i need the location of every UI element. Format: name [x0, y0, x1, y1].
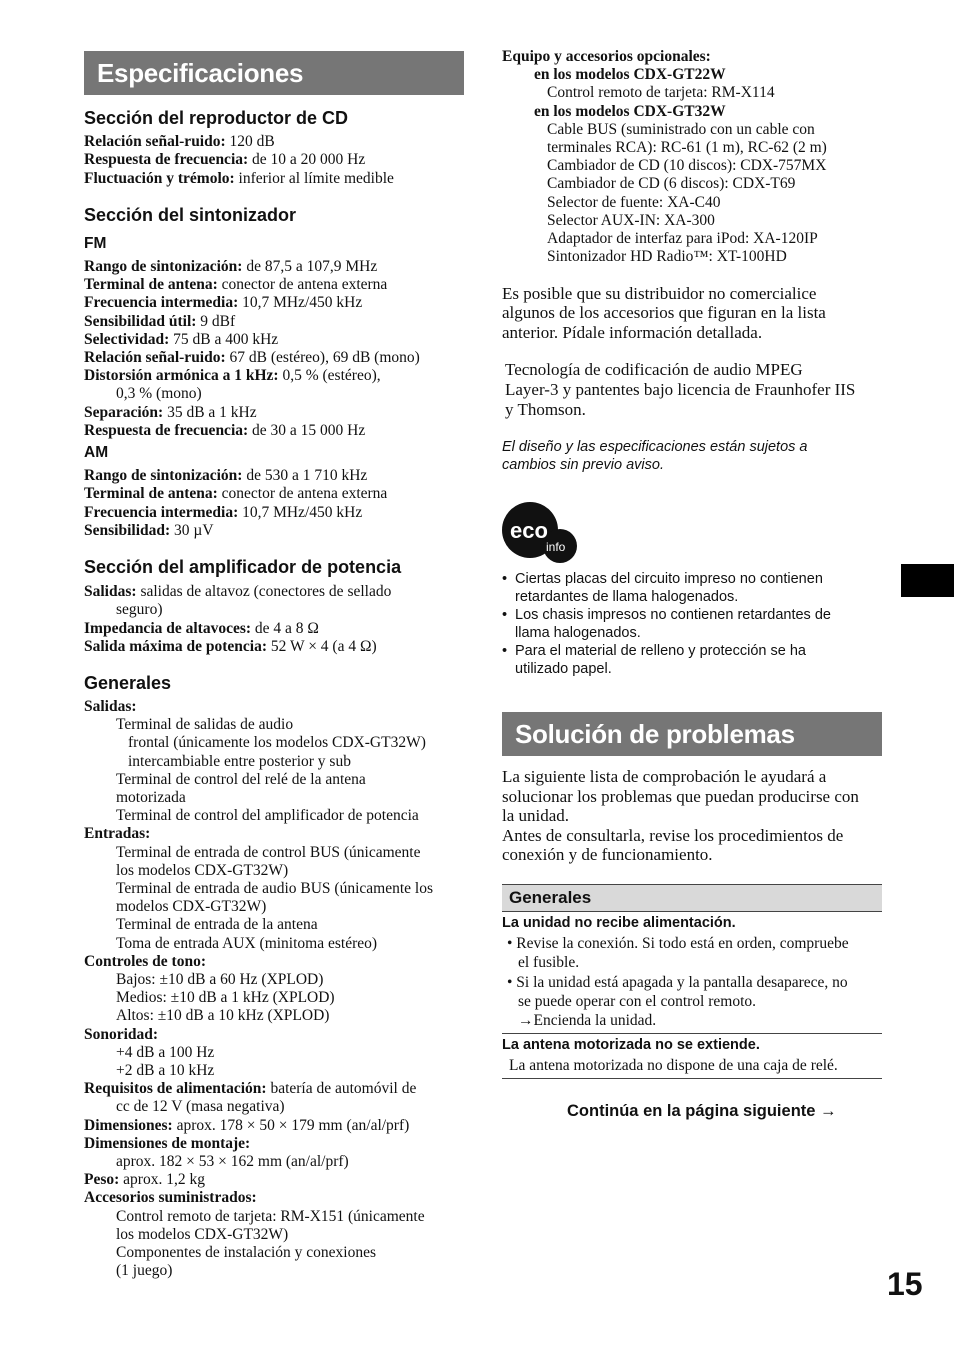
spec-value: Medios: ±10 dB a 1 kHz (XPLOD) [116, 989, 335, 1007]
spec-value: seguro) [116, 601, 163, 619]
spec-row [116, 862, 288, 880]
spec-row [84, 404, 257, 422]
solution-line: →Encienda la unidad. [518, 1012, 657, 1030]
spec-row [116, 789, 186, 807]
bullet-line: Ciertas placas del circuito impreso no contienen [515, 571, 823, 587]
bullet-line: Para el material de relleno y protección se ha [515, 643, 806, 659]
spec-value: Toma de entrada AUX (minitoma estéreo) [116, 934, 378, 952]
spec-row [116, 807, 419, 825]
spec-value: conector de antena externa [217, 276, 388, 294]
spec-value: Terminal de salidas de audio [116, 716, 294, 734]
spec-row [84, 522, 214, 540]
spec-row [116, 385, 202, 403]
spec-label: Respuesta de frecuencia: [84, 421, 249, 439]
spec-value: frontal (únicamente los modelos CDX-GT32W) [128, 734, 426, 752]
note-line: El diseño y las especificaciones están sujetos a [502, 439, 808, 455]
spec-label: Salida máxima de potencia: [84, 637, 267, 655]
spec-row [84, 467, 367, 485]
spec-label: Separación: [84, 403, 164, 421]
spec-label: Respuesta de frecuencia: [84, 151, 249, 169]
spec-label: Sonoridad: [84, 1025, 159, 1043]
spec-value: 52 W × 4 (a 4 Ω) [267, 637, 377, 655]
spec-label: Fluctuación y trémolo: [84, 169, 235, 187]
spec-value: Selector de fuente: XA-C40 [547, 193, 721, 211]
spec-value: terminales RCA): RC-61 (1 m), RC-62 (2 m) [547, 139, 827, 156]
spec-row [547, 230, 818, 248]
problem-no-power: La unidad no recibe alimentación. [502, 915, 736, 931]
spec-value: Cambiador de CD (10 discos): CDX-757MX [547, 157, 827, 175]
problem-antenna: La antena motorizada no se extiende. [502, 1037, 760, 1053]
spec-label: Terminal de antena: [84, 485, 218, 503]
spec-value: (1 juego) [116, 1262, 173, 1280]
spec-value: los modelos CDX-GT32W) [116, 1225, 289, 1243]
spec-label: Dimensiones de montaje: [84, 1134, 251, 1152]
spec-row [547, 157, 826, 175]
eco-text: eco [510, 518, 548, 543]
amp-section-heading: Sección del amplificador de potencia [84, 557, 402, 577]
intro-line: La siguiente lista de comprobación le ayudará a [502, 767, 827, 786]
spec-row [84, 698, 137, 716]
spec-row [84, 583, 391, 601]
spec-label: Requisitos de alimentación: [84, 1080, 267, 1098]
spec-row [84, 367, 381, 385]
spec-value: aprox. 1,2 kg [119, 1171, 205, 1189]
spec-label: Accesorios suministrados: [84, 1189, 257, 1207]
spec-row [84, 1026, 158, 1044]
spec-row [116, 898, 266, 916]
spec-label: en los modelos CDX-GT32W [534, 102, 726, 120]
spec-value: de 10 a 20 000 Hz [248, 151, 366, 169]
note-line: Tecnología de codificación de audio MPEG [505, 360, 803, 379]
spec-value: Control remoto de tarjeta: RM-X151 (únicamente [116, 1207, 425, 1225]
cd-section-heading: Sección del reproductor de CD [84, 108, 349, 128]
spec-label: Selectividad: [84, 330, 170, 348]
spec-row [84, 504, 362, 522]
spec-value: 10,7 MHz/450 kHz [238, 294, 363, 312]
spec-value: Terminal de control del amplificador de potencia [116, 807, 419, 825]
bullet-icon: • [502, 643, 508, 659]
spec-row [84, 953, 206, 971]
spec-row [84, 1189, 257, 1207]
spec-value: inferior al límite medible [234, 169, 394, 187]
bullet-line: retardantes de llama halogenados. [515, 589, 739, 605]
spec-row [116, 1208, 425, 1226]
note-line: anterior. Pídale información detallada. [502, 322, 763, 342]
spec-value: Sintonizador HD Radio™: XT-100HD [547, 248, 787, 266]
spec-value: 30 µV [170, 521, 214, 539]
page-number: 15 [887, 1266, 923, 1302]
spec-row [84, 1080, 416, 1098]
spec-row [116, 916, 318, 934]
divider [502, 1033, 882, 1034]
spec-value: 120 dB [225, 133, 275, 150]
spec-value: modelos CDX-GT32W) [116, 898, 267, 916]
spec-row [547, 84, 775, 102]
spec-label: Peso: [84, 1171, 120, 1189]
spec-label: en los modelos CDX-GT22W [534, 66, 726, 84]
spec-row [84, 638, 377, 656]
bullet-line: llama halogenados. [515, 625, 641, 641]
spec-value: aprox. 178 × 50 × 179 mm (an/al/prf) [172, 1116, 410, 1134]
spec-row [128, 753, 351, 771]
spec-row [547, 212, 715, 230]
spec-row [116, 1007, 329, 1025]
spec-row [116, 989, 335, 1007]
spec-row [547, 175, 795, 193]
spec-row [84, 258, 377, 276]
note-line: Es posible que su distribuidor no comercialice [502, 284, 817, 303]
spec-row [116, 771, 366, 789]
divider [502, 1078, 882, 1079]
spec-label: Dimensiones: [84, 1116, 173, 1134]
continue-next-page: Continúa en la página siguiente → [567, 1102, 837, 1120]
tuner-section-heading: Sección del sintonizador [84, 205, 297, 225]
bullet-icon: • [502, 607, 508, 623]
spec-row [116, 1098, 285, 1116]
spec-label: Terminal de antena: [84, 276, 218, 294]
intro-line: solucionar los problemas que puedan producirse con [502, 786, 859, 806]
spec-value: de 4 a 8 Ω [251, 619, 319, 637]
general-section-heading: Generales [84, 673, 172, 693]
spec-row [502, 48, 711, 66]
spec-value: de 530 a 1 710 kHz [242, 467, 368, 484]
spec-row [547, 121, 815, 139]
spec-label: Impedancia de altavoces: [84, 619, 252, 637]
spec-row [84, 170, 394, 188]
spec-row [534, 103, 726, 121]
note-line: cambios sin previo aviso. [502, 457, 664, 473]
spec-value: Selector AUX-IN: XA-300 [547, 211, 715, 229]
troubleshooting-title: Solución de problemas [502, 712, 882, 756]
solution-line: se puede operar con el control remoto. [518, 992, 757, 1010]
spec-row [84, 1117, 409, 1135]
spec-row [128, 734, 426, 752]
spec-value: Terminal de entrada de la antena [116, 916, 318, 934]
spec-label: Frecuencia intermedia: [84, 294, 239, 312]
spec-label: Salidas: [84, 583, 137, 600]
bullet-line: Los chasis impresos no contienen retardantes de [515, 607, 831, 623]
spec-value: los modelos CDX-GT32W) [116, 861, 289, 879]
troubleshooting-general-header: Generales [502, 884, 882, 912]
spec-label: Entradas: [84, 825, 151, 843]
section-tab-marker [901, 564, 954, 597]
spec-value: Terminal de entrada de control BUS (únicamente [116, 843, 421, 861]
spec-value: Terminal de control del relé de la antena [116, 770, 366, 788]
spec-value: batería de automóvil de [266, 1080, 417, 1098]
spec-value: 67 dB (estéreo), 69 dB (mono) [225, 349, 420, 366]
spec-label: Rango de sintonización: [84, 258, 243, 275]
spec-row [116, 935, 377, 953]
spec-row [84, 313, 235, 331]
spec-label: Distorsión armónica a 1 kHz: [84, 367, 279, 385]
spec-row [84, 1135, 250, 1153]
spec-label: Controles de tono: [84, 952, 206, 970]
spec-label: Equipo y accesorios opcionales: [502, 48, 711, 65]
spec-row [84, 485, 387, 503]
spec-row [116, 1226, 288, 1244]
solution-line: • Si la unidad está apagada y la pantalla desaparece, no [507, 973, 848, 991]
spec-row [116, 1153, 349, 1171]
spec-value: Cable BUS (suministrado con un cable con [547, 120, 815, 138]
spec-row [547, 139, 827, 157]
bullet-line: utilizado papel. [515, 661, 612, 677]
spec-row [84, 151, 365, 169]
note-line: y Thomson. [505, 400, 586, 419]
spec-row [116, 601, 163, 619]
spec-label: Frecuencia intermedia: [84, 503, 239, 521]
fm-label: FM [84, 235, 107, 252]
spec-row [116, 1244, 376, 1262]
spec-value: Cambiador de CD (6 discos): CDX-T69 [547, 175, 796, 193]
spec-value: intercambiable entre posterior y sub [128, 752, 351, 770]
spec-value: Terminal de entrada de audio BUS (únicamente los [116, 880, 433, 897]
spec-row [534, 66, 726, 84]
spec-value: cc de 12 V (masa negativa) [116, 1098, 285, 1116]
spec-row [547, 194, 720, 212]
spec-label: Sensibilidad útil: [84, 312, 197, 330]
spec-value: 35 dB a 1 kHz [163, 403, 257, 421]
spec-row [116, 971, 323, 989]
spec-row [116, 1044, 214, 1062]
spec-row [116, 844, 421, 862]
spec-value: 9 dBf [196, 312, 236, 330]
spec-value: Bajos: ±10 dB a 60 Hz (XPLOD) [116, 971, 324, 988]
spec-value: aprox. 182 × 53 × 162 mm (an/al/prf) [116, 1153, 349, 1170]
spec-label: Salidas: [84, 698, 137, 715]
intro-line: Antes de consultarla, revise los procedimientos de [502, 825, 844, 845]
spec-label: Sensibilidad: [84, 521, 171, 539]
spec-value: 10,7 MHz/450 kHz [238, 503, 363, 521]
spec-row [547, 248, 787, 266]
note-line: algunos de los accesorios que figuran en la lista [502, 303, 826, 323]
spec-row [116, 1062, 214, 1080]
spec-value: conector de antena externa [217, 485, 388, 503]
spec-value: 0,3 % (mono) [116, 385, 202, 403]
note-line: Layer-3 y pantentes bajo licencia de Fraunhofer IIS [505, 380, 856, 399]
spec-row [84, 133, 275, 151]
specifications-title: Especificaciones [84, 51, 464, 95]
intro-line: la unidad. [502, 806, 570, 825]
spec-value: 75 dB a 400 kHz [169, 330, 279, 348]
eco-info-logo [502, 500, 580, 566]
problem-antenna-solution: La antena motorizada no dispone de una caja de relé. [509, 1057, 838, 1074]
spec-label: Rango de sintonización: [84, 467, 243, 484]
spec-row [116, 1262, 172, 1280]
spec-row [116, 716, 293, 734]
spec-row [84, 349, 420, 367]
info-text: info [546, 540, 566, 554]
spec-value: Altos: ±10 dB a 10 kHz (XPLOD) [116, 1007, 330, 1025]
bullet-icon: • [502, 571, 508, 587]
spec-row [84, 1171, 205, 1189]
spec-row [84, 620, 319, 638]
spec-row [84, 294, 362, 312]
spec-value: de 87,5 a 107,9 MHz [242, 258, 378, 275]
spec-value: +2 dB a 10 kHz [116, 1062, 215, 1079]
spec-value: salidas de altavoz (conectores de sellado [136, 583, 392, 600]
spec-label: Relación señal-ruido: [84, 349, 226, 366]
spec-value: 0,5 % (estéreo), [278, 367, 381, 385]
spec-row [84, 825, 150, 843]
solution-line: el fusible. [518, 954, 580, 972]
solution-line: • Revise la conexión. Si todo está en orden, compruebe [507, 935, 849, 952]
intro-line: conexión y de funcionamiento. [502, 845, 713, 864]
spec-value: +4 dB a 100 Hz [116, 1043, 215, 1061]
spec-row [116, 880, 433, 898]
spec-row [84, 276, 387, 294]
spec-row [84, 422, 365, 440]
am-label: AM [84, 444, 109, 461]
spec-value: Control remoto de tarjeta: RM-X114 [547, 84, 775, 102]
spec-label: Relación señal-ruido: [84, 133, 226, 150]
spec-value: de 30 a 15 000 Hz [248, 421, 366, 439]
spec-value: Componentes de instalación y conexiones [116, 1244, 376, 1261]
spec-row [84, 331, 278, 349]
spec-value: motorizada [116, 789, 186, 806]
spec-value: Adaptador de interfaz para iPod: XA-120IP [547, 230, 818, 247]
